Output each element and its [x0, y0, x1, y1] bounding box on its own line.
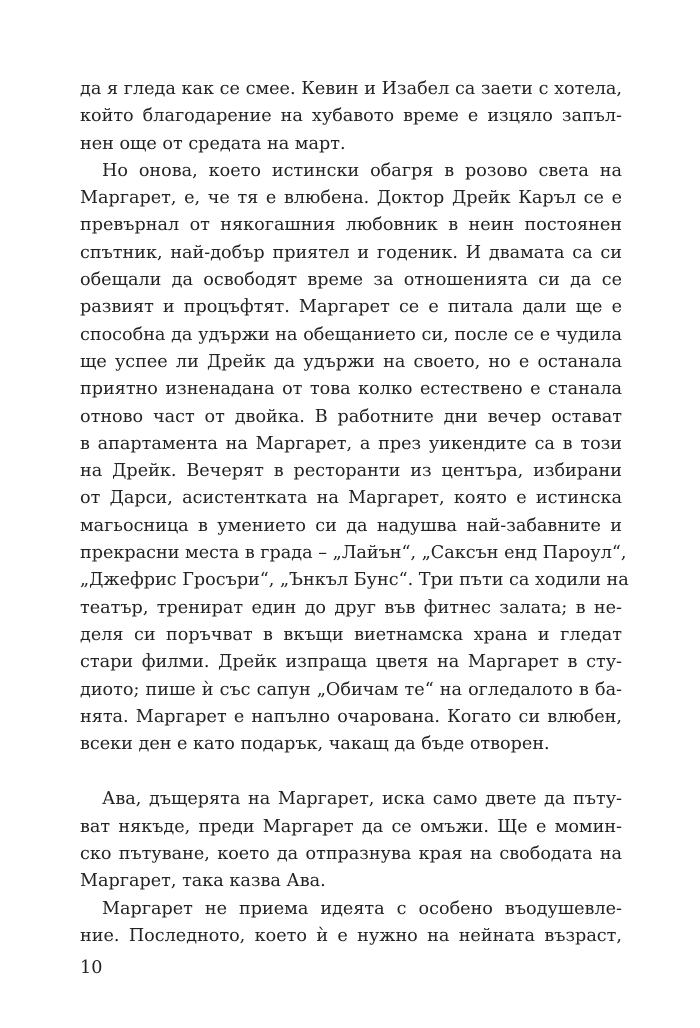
text-line: нен още от средата на март.	[80, 133, 346, 154]
text-line: Ава, дъщерята на Маргарет, иска само двете да пъту-	[102, 789, 622, 810]
text-line: от Дарси, асистентката на Маргарет, която е истинска	[80, 488, 622, 509]
text-line: развият и процъфтят. Маргарет се е питала дали ще е	[80, 297, 622, 318]
text-line: превърнал от някогашния любовник в неин постоянен	[80, 215, 622, 236]
text-line: отново част от двойка. В работните дни вечер остават	[80, 406, 622, 427]
text-line: обещали да освободят време за отношенията си да се	[80, 270, 622, 291]
text-line: приятно изненадана от това колко естествено е станала	[80, 379, 622, 400]
text-line: ще успее ли Дрейк да удържи на своето, но е останала	[80, 351, 622, 372]
text-line: в апартамента на Маргарет, а през уикендите са в този	[80, 433, 622, 454]
text-line: който благодарение на хубавото време е изцяло запъл-	[80, 106, 622, 127]
section-break	[80, 758, 622, 786]
text-line: всеки ден е като подарък, чакащ да бъде отворен.	[80, 734, 550, 755]
text-line: деля си поръчват в вкъщи виетнамска храна и гледат	[80, 624, 622, 645]
text-line: ско пътуване, което да отпразнува края на свободата на	[80, 844, 622, 865]
body-text	[80, 76, 629, 950]
text-line: „Джефрис Гросъри“, „Ънкъл Бунс“. Три пъти са ходили на	[80, 570, 629, 591]
text-line: прекрасни места в града – „Лайън“, „Саксън енд Пароул“,	[80, 543, 627, 564]
text-line: да я гледа как се смее. Кевин и Изабел са заети с хотела,	[80, 79, 622, 99]
text-line: на Дрейк. Вечерят в ресторанти из центъра, избирани	[80, 461, 622, 482]
text-line: ние. Последното, което ѝ е нужно на нейната възраст,	[80, 925, 622, 946]
text-line: спътник, най-добър приятел и годеник. И двамата са си	[80, 242, 622, 263]
text-line: способна да удържи на обещанието си, после се е чудила	[80, 324, 622, 345]
text-line: Маргарет, е, че тя е влюбена. Доктор Дрейк Каръл се е	[80, 188, 622, 209]
text-line: стари филми. Дрейк изпраща цветя на Маргарет в сту-	[80, 652, 622, 673]
text-line: магьосница в умението си да надушва най-забавните и	[80, 515, 622, 536]
text-line: Но онова, което истински обагря в розово света на	[102, 160, 622, 181]
text-line: диото; пише ѝ със сапун „Обичам те“ на огледалото в ба-	[80, 679, 622, 700]
text-line: Маргарет не приема идеята с особено въодушевле-	[102, 898, 622, 919]
text-line: театър, тренират един до друг във фитнес залата; в не-	[80, 597, 622, 618]
text-line: нята. Маргарет е напълно очарована. Когато си влюбен,	[80, 706, 622, 727]
text-line: ват някъде, преди Маргарет да се омъжи. Ще е момин-	[80, 816, 622, 837]
text-line: Маргарет, така казва Ава.	[80, 871, 326, 892]
page-number: 10	[80, 958, 103, 978]
